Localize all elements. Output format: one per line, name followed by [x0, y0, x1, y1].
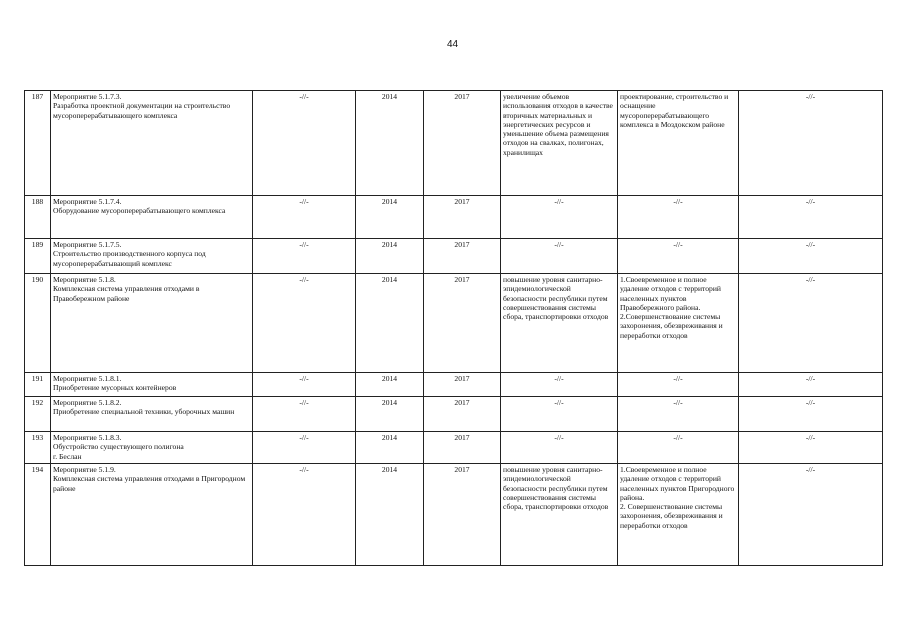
expected-effect-cell: увеличение объемов использования отходов в качестве вторичных материальных и энергетических ресурсов и уменьшение объема размещения отходов на свалках, полигонах, хранилищах [501, 91, 618, 196]
table-row [25, 239, 883, 274]
table-row [25, 464, 883, 566]
end-year-cell: 2017 [424, 91, 501, 196]
expected-effect-cell: повышение уровня санитарно-эпидемиологической безопасности республики путем совершенствования системы сбора, транспортировки отходов [501, 464, 618, 566]
start-year-cell: 2014 [356, 239, 424, 274]
measure-name-cell: Мероприятие 5.1.7.3. Разработка проектной документации на строительство мусороперерабатывающего комплекса [51, 91, 253, 196]
expected-result-cell: -//- [618, 239, 739, 274]
responsible-cell: -//- [253, 464, 356, 566]
start-year-cell: 2014 [356, 91, 424, 196]
row-number-cell: 192 [25, 397, 51, 432]
expected-result-cell: проектирование, строительство и оснащение мусороперерабатывающего комплекса в Моздокском районе [618, 91, 739, 196]
row-number-cell: 189 [25, 239, 51, 274]
responsible-cell: -//- [253, 239, 356, 274]
start-year-cell: 2014 [356, 397, 424, 432]
expected-result-cell: -//- [618, 432, 739, 464]
end-year-cell: 2017 [424, 196, 501, 239]
table-row [25, 196, 883, 239]
row-number-cell: 187 [25, 91, 51, 196]
row-number-cell: 193 [25, 432, 51, 464]
expected-effect-cell: -//- [501, 397, 618, 432]
start-year-cell: 2014 [356, 464, 424, 566]
funding-cell: -//- [739, 397, 883, 432]
start-year-cell: 2014 [356, 274, 424, 373]
start-year-cell: 2014 [356, 432, 424, 464]
expected-effect-cell: -//- [501, 432, 618, 464]
measure-name-cell: Мероприятие 5.1.8.2. Приобретение специальной техники, уборочных машин [51, 397, 253, 432]
responsible-cell: -//- [253, 91, 356, 196]
responsible-cell: -//- [253, 373, 356, 397]
expected-result-cell: -//- [618, 196, 739, 239]
end-year-cell: 2017 [424, 274, 501, 373]
funding-cell: -//- [739, 196, 883, 239]
responsible-cell: -//- [253, 432, 356, 464]
expected-effect-cell: -//- [501, 239, 618, 274]
end-year-cell: 2017 [424, 432, 501, 464]
funding-cell: -//- [739, 373, 883, 397]
measure-name-cell: Мероприятие 5.1.9. Комплексная система управления отходами в Пригородном районе [51, 464, 253, 566]
end-year-cell: 2017 [424, 464, 501, 566]
expected-effect-cell: -//- [501, 196, 618, 239]
funding-cell: -//- [739, 274, 883, 373]
page-number: 44 [446, 39, 459, 50]
measure-name-cell: Мероприятие 5.1.7.4. Оборудование мусороперерабатывающего комплекса [51, 196, 253, 239]
start-year-cell: 2014 [356, 196, 424, 239]
table-row [25, 373, 883, 397]
start-year-cell: 2014 [356, 373, 424, 397]
table-row [25, 274, 883, 373]
row-number-cell: 190 [25, 274, 51, 373]
table-body [25, 91, 883, 566]
funding-cell: -//- [739, 464, 883, 566]
funding-cell: -//- [739, 91, 883, 196]
expected-result-cell: -//- [618, 397, 739, 432]
table-row [25, 397, 883, 432]
end-year-cell: 2017 [424, 397, 501, 432]
measure-name-cell: Мероприятие 5.1.8.1. Приобретение мусорных контейнеров [51, 373, 253, 397]
funding-cell: -//- [739, 239, 883, 274]
expected-result-cell: 1.Своевременное и полное удаление отходов с территорий населенных пунктов Правобережного района. 2.Совершенствование системы захоронения, обезвреживания и переработки отходов [618, 274, 739, 373]
measure-name-cell: Мероприятие 5.1.8.3. Обустройство существующего полигона г. Беслан [51, 432, 253, 464]
expected-effect-cell: -//- [501, 373, 618, 397]
expected-result-cell: 1.Своевременное и полное удаление отходов с территорий населенных пунктов Пригородного района. 2. Совершенствование системы захоронения, обезвреживания и переработки отходов [618, 464, 739, 566]
table-row [25, 432, 883, 464]
responsible-cell: -//- [253, 397, 356, 432]
expected-effect-cell: повышение уровня санитарно-эпидемиологической безопасности республики путем совершенствования системы сбора, транспортировки отходов [501, 274, 618, 373]
responsible-cell: -//- [253, 274, 356, 373]
measure-name-cell: Мероприятие 5.1.7.5. Строительство производственного корпуса под мусороперерабатывающий комплекс [51, 239, 253, 274]
row-number-cell: 188 [25, 196, 51, 239]
end-year-cell: 2017 [424, 239, 501, 274]
measure-name-cell: Мероприятие 5.1.8. Комплексная система управления отходами в Правобережном районе [51, 274, 253, 373]
responsible-cell: -//- [253, 196, 356, 239]
row-number-cell: 194 [25, 464, 51, 566]
measures-table [24, 90, 883, 566]
expected-result-cell: -//- [618, 373, 739, 397]
funding-cell: -//- [739, 432, 883, 464]
table-row [25, 91, 883, 196]
row-number-cell: 191 [25, 373, 51, 397]
end-year-cell: 2017 [424, 373, 501, 397]
